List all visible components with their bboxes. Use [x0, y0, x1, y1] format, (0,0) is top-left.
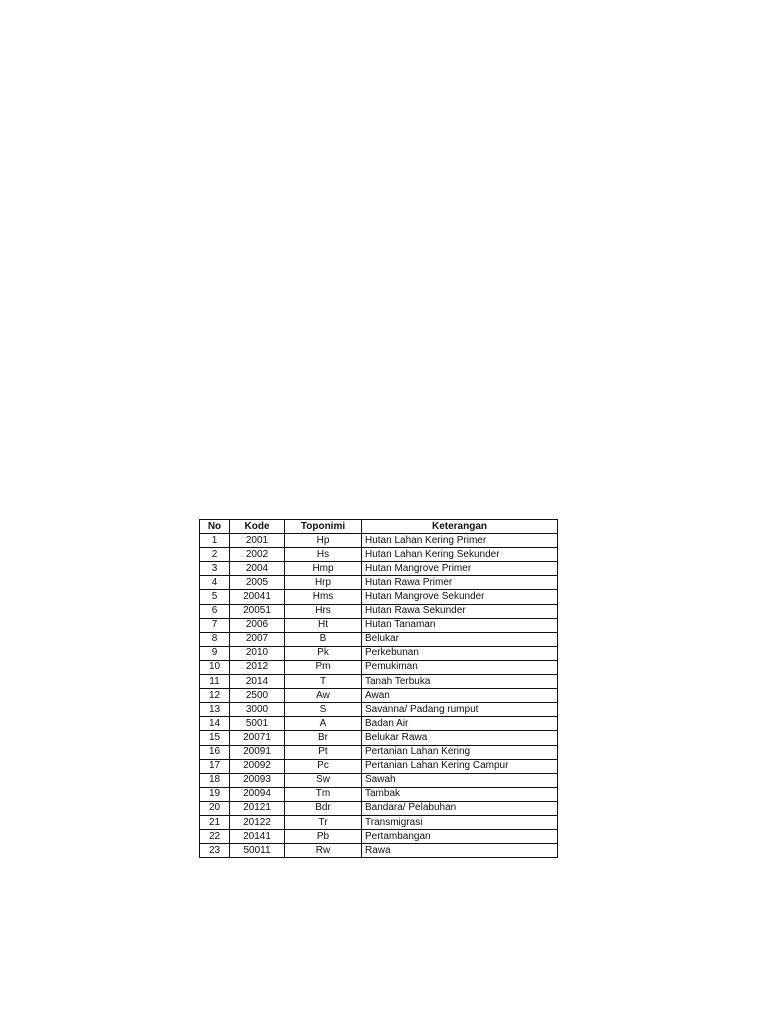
cell-toponimi: Rw [285, 844, 362, 858]
cell-keterangan: Pertambangan [362, 830, 558, 844]
table-row [200, 703, 558, 717]
cell-no: 6 [200, 604, 230, 618]
cell-kode: 20071 [230, 731, 285, 745]
cell-kode: 2012 [230, 660, 285, 674]
cell-kode: 2010 [230, 646, 285, 660]
cell-keterangan: Sawah [362, 773, 558, 787]
cell-no: 3 [200, 562, 230, 576]
cell-kode: 20091 [230, 745, 285, 759]
cell-toponimi: Hms [285, 590, 362, 604]
header-no: No [200, 520, 230, 534]
cell-toponimi: T [285, 675, 362, 689]
table-row [200, 562, 558, 576]
table-row [200, 801, 558, 815]
table-body [200, 534, 558, 858]
table-row [200, 815, 558, 829]
cell-toponimi: Tr [285, 815, 362, 829]
cell-keterangan: Tambak [362, 787, 558, 801]
cell-kode: 20121 [230, 801, 285, 815]
cell-toponimi: Pm [285, 660, 362, 674]
table-row [200, 576, 558, 590]
cell-kode: 2007 [230, 632, 285, 646]
table-row [200, 534, 558, 548]
cell-keterangan: Pertanian Lahan Kering Campur [362, 759, 558, 773]
cell-toponimi: Pk [285, 646, 362, 660]
cell-keterangan: Tanah Terbuka [362, 675, 558, 689]
cell-keterangan: Hutan Mangrove Primer [362, 562, 558, 576]
table-row [200, 618, 558, 632]
cell-kode: 2004 [230, 562, 285, 576]
cell-toponimi: Sw [285, 773, 362, 787]
cell-keterangan: Hutan Lahan Kering Sekunder [362, 548, 558, 562]
cell-no: 9 [200, 646, 230, 660]
land-cover-table [199, 519, 558, 858]
table-row [200, 844, 558, 858]
cell-toponimi: Hmp [285, 562, 362, 576]
cell-no: 8 [200, 632, 230, 646]
cell-keterangan: Bandara/ Pelabuhan [362, 801, 558, 815]
cell-kode: 5001 [230, 717, 285, 731]
header-toponimi: Toponimi [285, 520, 362, 534]
cell-kode: 20051 [230, 604, 285, 618]
table-row [200, 717, 558, 731]
cell-kode: 2005 [230, 576, 285, 590]
table-row [200, 689, 558, 703]
cell-keterangan: Hutan Rawa Primer [362, 576, 558, 590]
cell-toponimi: Pb [285, 830, 362, 844]
cell-toponimi: S [285, 703, 362, 717]
cell-toponimi: Pc [285, 759, 362, 773]
cell-no: 4 [200, 576, 230, 590]
cell-toponimi: Hp [285, 534, 362, 548]
table-row [200, 632, 558, 646]
cell-kode: 50011 [230, 844, 285, 858]
cell-kode: 20092 [230, 759, 285, 773]
table-header-row [200, 520, 558, 534]
cell-no: 7 [200, 618, 230, 632]
cell-toponimi: A [285, 717, 362, 731]
cell-kode: 2002 [230, 548, 285, 562]
cell-keterangan: Pemukiman [362, 660, 558, 674]
cell-kode: 20122 [230, 815, 285, 829]
cell-keterangan: Hutan Lahan Kering Primer [362, 534, 558, 548]
cell-no: 15 [200, 731, 230, 745]
table-row [200, 745, 558, 759]
cell-no: 1 [200, 534, 230, 548]
cell-keterangan: Transmigrasi [362, 815, 558, 829]
cell-kode: 3000 [230, 703, 285, 717]
cell-no: 23 [200, 844, 230, 858]
table-row [200, 773, 558, 787]
table-row [200, 646, 558, 660]
cell-keterangan: Hutan Tanaman [362, 618, 558, 632]
cell-no: 17 [200, 759, 230, 773]
cell-no: 18 [200, 773, 230, 787]
cell-keterangan: Badan Air [362, 717, 558, 731]
cell-toponimi: Hrp [285, 576, 362, 590]
cell-toponimi: Pt [285, 745, 362, 759]
cell-no: 2 [200, 548, 230, 562]
cell-keterangan: Savanna/ Padang rumput [362, 703, 558, 717]
cell-kode: 2001 [230, 534, 285, 548]
cell-toponimi: Tm [285, 787, 362, 801]
table-row [200, 675, 558, 689]
cell-kode: 2014 [230, 675, 285, 689]
cell-keterangan: Rawa [362, 844, 558, 858]
cell-no: 13 [200, 703, 230, 717]
cell-no: 21 [200, 815, 230, 829]
table-row [200, 759, 558, 773]
cell-toponimi: Bdr [285, 801, 362, 815]
cell-toponimi: B [285, 632, 362, 646]
cell-no: 19 [200, 787, 230, 801]
cell-no: 20 [200, 801, 230, 815]
cell-no: 22 [200, 830, 230, 844]
cell-no: 10 [200, 660, 230, 674]
cell-no: 5 [200, 590, 230, 604]
table-row [200, 830, 558, 844]
cell-toponimi: Hrs [285, 604, 362, 618]
header-kode: Kode [230, 520, 285, 534]
table-header [200, 520, 558, 534]
cell-kode: 2500 [230, 689, 285, 703]
table-row [200, 604, 558, 618]
cell-keterangan: Awan [362, 689, 558, 703]
cell-no: 14 [200, 717, 230, 731]
cell-kode: 20041 [230, 590, 285, 604]
cell-kode: 2006 [230, 618, 285, 632]
table-row [200, 590, 558, 604]
cell-no: 11 [200, 675, 230, 689]
land-cover-table-container [199, 519, 557, 858]
cell-toponimi: Br [285, 731, 362, 745]
cell-kode: 20141 [230, 830, 285, 844]
header-keterangan: Keterangan [362, 520, 558, 534]
table-row [200, 548, 558, 562]
cell-keterangan: Pertanian Lahan Kering [362, 745, 558, 759]
cell-keterangan: Belukar [362, 632, 558, 646]
table-row [200, 731, 558, 745]
cell-toponimi: Ht [285, 618, 362, 632]
cell-keterangan: Perkebunan [362, 646, 558, 660]
cell-no: 16 [200, 745, 230, 759]
cell-kode: 20093 [230, 773, 285, 787]
cell-toponimi: Hs [285, 548, 362, 562]
cell-keterangan: Hutan Mangrove Sekunder [362, 590, 558, 604]
table-row [200, 660, 558, 674]
cell-kode: 20094 [230, 787, 285, 801]
table-row [200, 787, 558, 801]
cell-keterangan: Hutan Rawa Sekunder [362, 604, 558, 618]
cell-toponimi: Aw [285, 689, 362, 703]
cell-no: 12 [200, 689, 230, 703]
cell-keterangan: Belukar Rawa [362, 731, 558, 745]
